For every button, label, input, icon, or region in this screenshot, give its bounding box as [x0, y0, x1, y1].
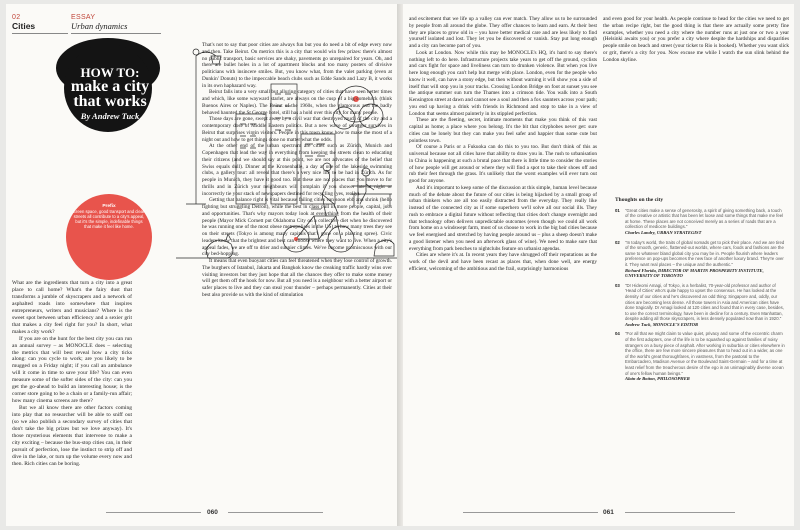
paragraph: These are the fleeting, secret, intimate moments that make you think of this vast capital as home; a place where you belong. It's the bit that cityphobes never get: sure cities can be lonely but they can make you feel safer and happier than some cute but pointless town. — [409, 117, 597, 144]
paragraph: It means that even buoyant cities can feel threatened when they lose control of growth. The burghers of Istanbul, Jakarta and Bangkok know the creaking traffic hardly wins over visiting investors but they just hope that all the chances they offer to make some money will get them off the hook for now. But all you need is a neighbour with a better airport or safer places to live and they can steal your thunder – perhaps permanently. Cities at their best also provide us with the kind of stimulation — [202, 258, 392, 298]
body-column-4 — [603, 16, 789, 63]
paragraph: Look at London. Now while this may be MONOCLE's HQ, it's hard to say there's nothing left to do here. Infrastructure projects take years to get off the ground, cyclists and cars fight for space and liveliness can turn to drunken violence. But when you live here long enough you can't help but merge with place. London, even for the people who know it well, can have a stony edge, but then without warning it will show you a side of itself that will stop you in your tracks. Crossing London Bridge on foot at sunset you see the antique summer sun turn the Thames into a crimson tide. You walk into a South Kensington street at dawn and cannot see a soul and then a fox saunters across your path; you end up having a drink with friends in Richmond and stop to take in a view of London that seems almost painterly in its stippled perfection. — [409, 49, 597, 117]
paragraph: If you are on the hunt for the best city you can run an annual survey – as MONOCLE does – selecting the metrics that will best reveal how a city ticks along: can you cycle to work; are you likely to be mugged on a Friday night; if you call an ambulance will it come in time to save your life? You can even measure some of the softer sides of the city: can you get the go-ahead to build an interesting house; is the corner store going to be a chain or a family-run affair; how many cinema screens are there? — [12, 335, 132, 405]
header-rule — [71, 33, 161, 34]
sidebar-heading: Thoughts on the city — [615, 197, 664, 203]
left-page — [6, 4, 397, 526]
quotes-sidebar — [615, 198, 785, 386]
quote-text: "Great cities make a sense of generosity, a spirit of giving something back, a touch of the creative or artistic that has been let loose and some things that make me feel at home. These places are not conceived merely as a series of roads that are a collection of mediocre buildings." — [625, 207, 784, 230]
essay-title: Urban dynamics — [71, 21, 128, 31]
prefix-label: Prefix — [102, 204, 116, 209]
quote-text: "In today's world, the traits of global nomads get to pick their place. And we are tired of the smooth, generic, flattened-out worlds, where cars, foods and fashions are the same to whatever bland global city you may be in. People flourish where leaders preference on pop-ups becomes the new face of another luxury brand. They're over it. They want real places – the unique and the authentic." — [625, 239, 785, 267]
page-number: 060 — [204, 509, 221, 516]
quote-number: 03 — [615, 282, 620, 288]
paragraph: That's not to say that poor cities are always fun but you do need a bit of edge every now and then. Take Beirut. On metrics this is a city that would win few prizes: there's almost no public transport, basic services are shaky, pavements go unrepaired for years. Oh, and there are bullet holes in a lot of apartment blocks and too many posters of divisive politicians with insincere smiles. But, you know what, from the valet parking (even at Dunkin' Donuts) to the impeccable beach clubs such as Edde Sands and Lazy B, it works in its own haphazard way. — [202, 42, 392, 89]
paragraph: and even good for your health. As people continue to head for the cities we need to get the urban recipe right, but the good thing is that there are actually some pretty fine examples, whether you need a city where the number runs at just one or two a year (Helsinki awaits you) or you prefer a city where despite the hardships and disparities people smile on beach and street (your ticket to Rio is booked). Whether you want slick or grit, there's a city for you. Now excuse me while I watch the sun slink behind the London skyline. — [603, 16, 789, 63]
section-number: 02 — [12, 14, 21, 21]
byline: By Andrew Tuck — [80, 111, 140, 121]
title-line-2: make a city that works — [70, 78, 150, 110]
title-line-1: HOW TO: — [80, 65, 140, 80]
body-column-2 — [202, 42, 392, 299]
article-title — [68, 66, 152, 121]
body-column-1 — [12, 280, 132, 468]
section-title: Cities — [12, 21, 36, 31]
quote-item — [615, 283, 785, 328]
paragraph: At the other end of the urban spectrum are cities such as Zürich, Munich and Copenhagen that lead the way in everything from keeping the streets clean to educating their citizens (and we should say at this point, we are not advocates of the belief that Swiss equals dull). Dinner at the Kronenhalle, a day at one of the lakeside swimming clubs, a gallery tour: all reveal that there's a very nice life to be had in Zürich. As for people in Munich, they have it good too. But these are not places that you move to for thrills and in Zürich your neighbours will complain if you shower late at night or incorrectly tie your stack of newspapers destined for recycling (yes, really). — [202, 143, 392, 197]
quote-attribution: Andrew Tuck, MONOCLE'S EDITOR — [625, 321, 699, 327]
prefix-text: Green space, good transport and clean streets all contribute to a city's appeal, but it's the simple, indefinable things that make it feel like home. — [72, 209, 146, 229]
page-number: 061 — [600, 509, 617, 516]
quote-number: 01 — [615, 207, 620, 213]
paragraph: Getting that balance right is vital because failing cities can soon ebb and shrink (hello fighting but struggling Detroit), while the best in class pull in more people, capital, jobs and opportunities. That's why mayors today look at everything from the health of their people (Mayor Mick Cornett put Oklahoma City on a collective diet when he discovered he was running one of the most obese metropolises in the US) to how many trees they see on their streets (Tokyo is among many capitals that's gone on a planting spree). Civic leaders know that the brightest and best can choose where they want to live. When a city's appeal fades, we are off to drier and sunnier climes. We've become promiscuous with our city bed-hopping. — [202, 197, 392, 258]
essay-label: ESSAY — [71, 14, 96, 21]
quote-attribution: Charles Landry, URBAN STRATEGIST — [625, 229, 702, 235]
paragraph: Beirut falls into a very small but alluring category of cities that have seen better times and which, like some wayward starlet, are always on the cusp of a big comeback (think Buenos Aires or Naples). The Beirut of the 1960s, when the glamorous and the badly behaved haunted the St George hotel, still has a hold over this city for many people. — [202, 89, 392, 116]
paragraph: But we all know there are other factors coming into play that no researcher will be able to sniff out (so we also publish a secondary survey of cities that don't take the big prizes but we love anyway). It's those mysterious elements that intervene to make a city exciting – because the bus-stop cities can, in their pursuit of perfection, lose the instinct to strip off and dive in the lake, or turn up the volume every now and then. Rich cities can be boring. — [12, 405, 132, 467]
quote-number: 04 — [615, 331, 620, 337]
quote-item — [615, 240, 785, 279]
paragraph: Cities are where it's at. In recent years they have shrugged off their reputations as the work of the devil and have been recast as places that, when done well, are energy efficient, welcoming of the ambitious and the frail, surprisingly harmonious — [409, 252, 597, 272]
quote-attribution: Alain de Botton, PHILOSOPHER — [625, 376, 690, 382]
quote-text: "For all that we might claim to value quiet, privacy and some of the eccentric charm of the first adopters, one of the life is to be squashed up against families of noisy strangers on a busy piece of asphalt. After working in suburbia or cities elsewhere in the office, there are few more sincere pleasures than to head out in a wider, as one of the world's great thoroughfares, in vastness, from the pastoral to the Embarcadero, Madison Avenue or the Boulevard Saint-Germain – and for a time at least relief from the treacherous desire of the ego in an unimaginably diverse ocean of one's fellow human beings." — [625, 331, 785, 376]
paragraph: and excitement that we life up a valley can ever match. They allow us to be surrounded by people from all around the globe. They offer chances to learn and earn. At their best they are places to grow old in – you have better medical care and are less likely to find yourself isolated and lost. They let you be discovered or vanish. Stay put long enough and a city can become part of you. — [409, 16, 597, 49]
quote-item — [615, 331, 785, 381]
paragraph: What are the ingredients that turn a city into a great place to call home? What's the fairy dust that transforms a jumble of skyscrapers and a network of asphalted roads into somewhere that inspires entrepreneurs, writers and musicians? Where is the sweet spot between urban efficiency and a sexier grit that makes a city feel right for you? In short, what makes a city work? — [12, 280, 132, 335]
paragraph: And it's important to keep some of the discussion at this simple, human level because much of the debate about the future of our cities is being hijacked by a small group of urban thinkers who are all too easily distracted from the everyday. They really like instead of the connected city as if some superhero we'll solve all our social ills. They rush to embrace a digital future without reflecting that cities don't change overnight and that technology often delivers unpredictable outcomes (even though we could all work from home on a windswept farm, most of us choose to work in the big bad cities because we feel energised and stretched by having people around us – plus a sheep doesn't make a good listener when you need an afterwork glass of wine). We need to make sure that everything from park benches to nightclubs feature on urbanist agendas. — [409, 184, 597, 252]
header-rule — [12, 33, 68, 34]
quote-attribution: Richard Florida, DIRECTOR OF MARTIN PROSPERITY INSTITUTE, UNIVERSITY OF TORONTO — [625, 267, 764, 279]
prefix — [72, 204, 146, 229]
folio-rule — [625, 512, 735, 513]
right-page — [403, 4, 794, 526]
quote-item — [615, 208, 785, 236]
quote-text: "Dr Hideomi Amagi, of Tokyo, is a herbalist, 70-year-old professor and author of 'Head of Cities' who's quite happy to upset the consensus. He has looked at the density of our cities and he's discovered an odd thing: Singapore and, oddly, our cities are becoming less dense. All those towers in Asia and American cities have done tragically. Dr Amagi looked at 120 cities and found that in every case, besides, to use the correct terminology, have been in decline for a century. Even Manhattan, despite adding all those skyscrapers, is less densely populated now than in 1920." — [625, 282, 784, 322]
paragraph: Those days are gone, swept away by a civil war that destroyed much of the city and a contemporary dose of Middle Eastern politics. But a new wave of swagger survives in Beirut that surprises virgin visitors. People in this town know how to make the most of a night out and how to get things done no matter what the odds. — [202, 116, 392, 143]
body-column-3 — [409, 16, 597, 273]
folio-rule — [463, 512, 598, 513]
paragraph: Of course a Paris or a Fukuoka can do this to you too. But don't think of this as universal because not all cities have that ability to draw you in. The rush to urbanisation in China is happening at such a brutal pace that there is little time to consider the stories of how people will get around or where they will find a spot to take their shoes off and rub their feet through the grass. It's unlikely that the worst examples will ever turn out good for anyone. — [409, 144, 597, 184]
quote-number: 02 — [615, 239, 620, 245]
folio-rule — [228, 512, 323, 513]
folio-rule — [106, 512, 201, 513]
